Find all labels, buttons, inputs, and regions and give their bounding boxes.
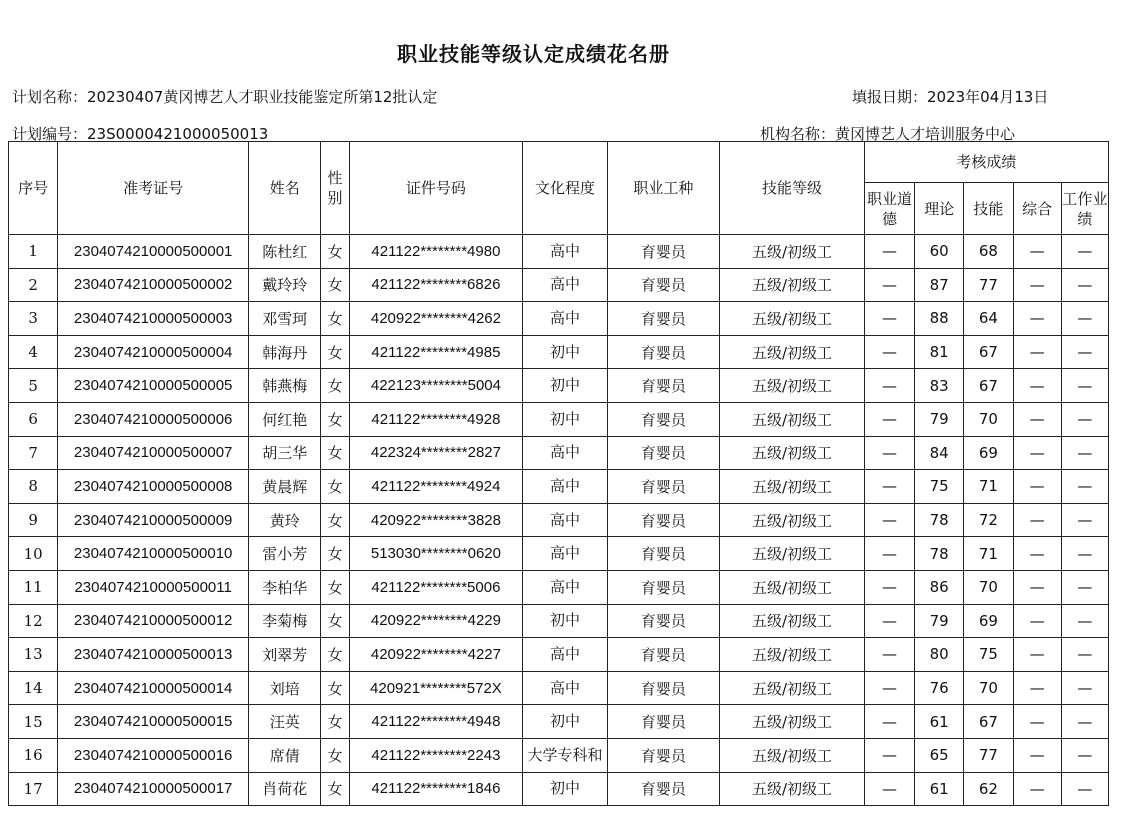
cell-cert-no: 421122********4924 xyxy=(349,470,523,504)
cell-ethics: — xyxy=(864,335,914,369)
cell-gender: 女 xyxy=(321,268,349,302)
cell-skill: 70 xyxy=(964,402,1013,436)
cell-ethics: — xyxy=(864,738,914,772)
cell-ethics: — xyxy=(864,470,914,504)
cell-name: 黄玲 xyxy=(249,503,321,537)
cell-no: 3 xyxy=(9,302,58,336)
cell-theory: 60 xyxy=(915,235,964,269)
cell-education: 初中 xyxy=(523,772,607,806)
cell-exam-id: 2304074210000500007 xyxy=(58,436,249,470)
table-row xyxy=(9,268,1109,302)
cell-gender: 女 xyxy=(321,671,349,705)
cell-ethics: — xyxy=(864,772,914,806)
cell-gender: 女 xyxy=(321,436,349,470)
header-scores: 考核成绩 xyxy=(864,142,1108,183)
cell-skill-level: 五级/初级工 xyxy=(720,235,865,269)
cell-ethics: — xyxy=(864,436,914,470)
cell-cert-no: 420922********4229 xyxy=(349,604,523,638)
page-title: 职业技能等级认定成绩花名册 xyxy=(397,42,670,66)
cell-gender: 女 xyxy=(321,537,349,571)
cell-education: 高中 xyxy=(523,268,607,302)
cell-exam-id: 2304074210000500005 xyxy=(58,369,249,403)
cell-occupation: 育婴员 xyxy=(607,470,720,504)
cell-theory: 78 xyxy=(915,503,964,537)
cell-cert-no: 421122********4928 xyxy=(349,402,523,436)
cell-work: — xyxy=(1061,402,1108,436)
cell-occupation: 育婴员 xyxy=(607,268,720,302)
cell-theory: 65 xyxy=(915,738,964,772)
table-row xyxy=(9,503,1109,537)
cell-ethics: — xyxy=(864,369,914,403)
cell-overall: — xyxy=(1013,235,1061,269)
cell-occupation: 育婴员 xyxy=(607,537,720,571)
cell-no: 7 xyxy=(9,436,58,470)
cell-skill-level: 五级/初级工 xyxy=(720,369,865,403)
cell-work: — xyxy=(1061,302,1108,336)
cell-gender: 女 xyxy=(321,503,349,537)
cell-overall: — xyxy=(1013,470,1061,504)
cell-exam-id: 2304074210000500013 xyxy=(58,638,249,672)
cell-skill-level: 五级/初级工 xyxy=(720,436,865,470)
cell-occupation: 育婴员 xyxy=(607,369,720,403)
cell-name: 何红艳 xyxy=(249,402,321,436)
cell-occupation: 育婴员 xyxy=(607,335,720,369)
cell-theory: 86 xyxy=(915,570,964,604)
cell-cert-no: 422324********2827 xyxy=(349,436,523,470)
cell-cert-no: 513030********0620 xyxy=(349,537,523,571)
cell-cert-no: 421122********2243 xyxy=(349,738,523,772)
cell-skill: 77 xyxy=(964,268,1013,302)
cell-theory: 80 xyxy=(915,638,964,672)
cell-skill: 67 xyxy=(964,705,1013,739)
cell-no: 9 xyxy=(9,503,58,537)
cell-exam-id: 2304074210000500014 xyxy=(58,671,249,705)
cell-skill-level: 五级/初级工 xyxy=(720,302,865,336)
cell-skill-level: 五级/初级工 xyxy=(720,604,865,638)
cell-gender: 女 xyxy=(321,638,349,672)
cell-theory: 83 xyxy=(915,369,964,403)
table-row xyxy=(9,671,1109,705)
cell-skill: 67 xyxy=(964,369,1013,403)
cell-exam-id: 2304074210000500015 xyxy=(58,705,249,739)
cell-overall: — xyxy=(1013,772,1061,806)
cell-name: 李柏华 xyxy=(249,570,321,604)
cell-skill-level: 五级/初级工 xyxy=(720,638,865,672)
cell-gender: 女 xyxy=(321,772,349,806)
cell-no: 13 xyxy=(9,638,58,672)
cell-no: 17 xyxy=(9,772,58,806)
cell-overall: — xyxy=(1013,268,1061,302)
cell-overall: — xyxy=(1013,369,1061,403)
cell-overall: — xyxy=(1013,705,1061,739)
cell-work: — xyxy=(1061,470,1108,504)
cell-no: 14 xyxy=(9,671,58,705)
cell-occupation: 育婴员 xyxy=(607,705,720,739)
cell-overall: — xyxy=(1013,638,1061,672)
cell-education: 初中 xyxy=(523,705,607,739)
cell-work: — xyxy=(1061,335,1108,369)
cell-cert-no: 420921********572X xyxy=(349,671,523,705)
cell-exam-id: 2304074210000500017 xyxy=(58,772,249,806)
cell-name: 胡三华 xyxy=(249,436,321,470)
cell-work: — xyxy=(1061,705,1108,739)
cell-name: 汪英 xyxy=(249,705,321,739)
table-row xyxy=(9,772,1109,806)
cell-skill-level: 五级/初级工 xyxy=(720,570,865,604)
cell-skill-level: 五级/初级工 xyxy=(720,335,865,369)
cell-theory: 61 xyxy=(915,705,964,739)
table-row xyxy=(9,470,1109,504)
table-row xyxy=(9,638,1109,672)
table-row xyxy=(9,402,1109,436)
cell-name: 刘培 xyxy=(249,671,321,705)
cell-overall: — xyxy=(1013,436,1061,470)
cell-education: 高中 xyxy=(523,436,607,470)
cell-occupation: 育婴员 xyxy=(607,436,720,470)
cell-skill: 72 xyxy=(964,503,1013,537)
cell-exam-id: 2304074210000500008 xyxy=(58,470,249,504)
cell-skill: 70 xyxy=(964,671,1013,705)
cell-exam-id: 2304074210000500012 xyxy=(58,604,249,638)
cell-name: 席倩 xyxy=(249,738,321,772)
cell-cert-no: 421122********4985 xyxy=(349,335,523,369)
cell-work: — xyxy=(1061,369,1108,403)
cell-work: — xyxy=(1061,503,1108,537)
cell-name: 韩燕梅 xyxy=(249,369,321,403)
cell-gender: 女 xyxy=(321,402,349,436)
cell-cert-no: 420922********4262 xyxy=(349,302,523,336)
cell-work: — xyxy=(1061,772,1108,806)
cell-skill-level: 五级/初级工 xyxy=(720,537,865,571)
cell-ethics: — xyxy=(864,402,914,436)
cell-no: 4 xyxy=(9,335,58,369)
cell-overall: — xyxy=(1013,302,1061,336)
cell-name: 陈杜红 xyxy=(249,235,321,269)
cell-education: 高中 xyxy=(523,671,607,705)
cell-cert-no: 422123********5004 xyxy=(349,369,523,403)
table-row xyxy=(9,738,1109,772)
cell-name: 雷小芳 xyxy=(249,537,321,571)
cell-work: — xyxy=(1061,537,1108,571)
cell-exam-id: 2304074210000500006 xyxy=(58,402,249,436)
cell-skill: 62 xyxy=(964,772,1013,806)
cell-cert-no: 421122********4980 xyxy=(349,235,523,269)
cell-theory: 76 xyxy=(915,671,964,705)
cell-overall: — xyxy=(1013,738,1061,772)
cell-skill-level: 五级/初级工 xyxy=(720,772,865,806)
cell-occupation: 育婴员 xyxy=(607,604,720,638)
cell-no: 11 xyxy=(9,570,58,604)
score-roster-table xyxy=(8,141,1109,806)
cell-cert-no: 421122********6826 xyxy=(349,268,523,302)
header-exam-id: 准考证号 xyxy=(58,142,249,235)
cell-gender: 女 xyxy=(321,705,349,739)
cell-occupation: 育婴员 xyxy=(607,570,720,604)
cell-work: — xyxy=(1061,436,1108,470)
cell-theory: 84 xyxy=(915,436,964,470)
cell-ethics: — xyxy=(864,268,914,302)
cell-cert-no: 421122********1846 xyxy=(349,772,523,806)
cell-overall: — xyxy=(1013,335,1061,369)
cell-skill: 71 xyxy=(964,470,1013,504)
cell-ethics: — xyxy=(864,638,914,672)
cell-ethics: — xyxy=(864,503,914,537)
cell-overall: — xyxy=(1013,503,1061,537)
cell-exam-id: 2304074210000500002 xyxy=(58,268,249,302)
cell-gender: 女 xyxy=(321,738,349,772)
cell-theory: 75 xyxy=(915,470,964,504)
cell-education: 高中 xyxy=(523,302,607,336)
header-occupation: 职业工种 xyxy=(607,142,720,235)
cell-work: — xyxy=(1061,638,1108,672)
cell-theory: 61 xyxy=(915,772,964,806)
cell-work: — xyxy=(1061,235,1108,269)
cell-name: 戴玲玲 xyxy=(249,268,321,302)
cell-occupation: 育婴员 xyxy=(607,738,720,772)
cell-skill-level: 五级/初级工 xyxy=(720,705,865,739)
header-no: 序号 xyxy=(9,142,58,235)
cell-skill-level: 五级/初级工 xyxy=(720,503,865,537)
cell-skill: 77 xyxy=(964,738,1013,772)
cell-skill-level: 五级/初级工 xyxy=(720,738,865,772)
cell-education: 高中 xyxy=(523,638,607,672)
cell-occupation: 育婴员 xyxy=(607,671,720,705)
table-row xyxy=(9,436,1109,470)
cell-gender: 女 xyxy=(321,470,349,504)
table-row xyxy=(9,235,1109,269)
cell-cert-no: 421122********4948 xyxy=(349,705,523,739)
organization-name: 机构名称：黄冈博艺人才培训服务中心 xyxy=(760,125,1016,143)
cell-name: 邓雪珂 xyxy=(249,302,321,336)
header-education: 文化程度 xyxy=(523,142,607,235)
cell-theory: 79 xyxy=(915,402,964,436)
cell-gender: 女 xyxy=(321,570,349,604)
cell-occupation: 育婴员 xyxy=(607,638,720,672)
cell-gender: 女 xyxy=(321,335,349,369)
cell-ethics: — xyxy=(864,570,914,604)
table-row xyxy=(9,604,1109,638)
header-gender: 性别 xyxy=(321,142,349,235)
cell-overall: — xyxy=(1013,570,1061,604)
cell-no: 12 xyxy=(9,604,58,638)
cell-exam-id: 2304074210000500016 xyxy=(58,738,249,772)
cell-exam-id: 2304074210000500004 xyxy=(58,335,249,369)
cell-exam-id: 2304074210000500010 xyxy=(58,537,249,571)
cell-no: 8 xyxy=(9,470,58,504)
header-work: 工作业绩 xyxy=(1061,183,1108,235)
cell-theory: 79 xyxy=(915,604,964,638)
cell-gender: 女 xyxy=(321,302,349,336)
cell-occupation: 育婴员 xyxy=(607,235,720,269)
header-name: 姓名 xyxy=(249,142,321,235)
cell-overall: — xyxy=(1013,604,1061,638)
cell-education: 高中 xyxy=(523,570,607,604)
cell-education: 高中 xyxy=(523,235,607,269)
cell-education: 大学专科和 xyxy=(523,738,607,772)
cell-ethics: — xyxy=(864,705,914,739)
cell-education: 高中 xyxy=(523,503,607,537)
cell-skill: 67 xyxy=(964,335,1013,369)
cell-skill-level: 五级/初级工 xyxy=(720,402,865,436)
cell-no: 2 xyxy=(9,268,58,302)
header-theory: 理论 xyxy=(915,183,964,235)
cell-exam-id: 2304074210000500003 xyxy=(58,302,249,336)
cell-work: — xyxy=(1061,268,1108,302)
cell-theory: 88 xyxy=(915,302,964,336)
cell-education: 初中 xyxy=(523,369,607,403)
cell-skill: 64 xyxy=(964,302,1013,336)
cell-cert-no: 420922********3828 xyxy=(349,503,523,537)
cell-skill-level: 五级/初级工 xyxy=(720,268,865,302)
fill-date: 填报日期：2023年04月13日 xyxy=(852,88,1049,106)
plan-name: 计划名称：20230407黄冈博艺人才职业技能鉴定所第12批认定 xyxy=(12,88,438,106)
cell-theory: 87 xyxy=(915,268,964,302)
table-row xyxy=(9,335,1109,369)
cell-skill: 69 xyxy=(964,604,1013,638)
cell-theory: 81 xyxy=(915,335,964,369)
cell-no: 10 xyxy=(9,537,58,571)
cell-name: 刘翠芳 xyxy=(249,638,321,672)
cell-name: 韩海丹 xyxy=(249,335,321,369)
cell-gender: 女 xyxy=(321,235,349,269)
header-skill: 技能 xyxy=(964,183,1013,235)
cell-overall: — xyxy=(1013,402,1061,436)
cell-cert-no: 421122********5006 xyxy=(349,570,523,604)
table-row xyxy=(9,705,1109,739)
cell-exam-id: 2304074210000500009 xyxy=(58,503,249,537)
cell-no: 6 xyxy=(9,402,58,436)
cell-no: 16 xyxy=(9,738,58,772)
cell-cert-no: 420922********4227 xyxy=(349,638,523,672)
cell-skill: 71 xyxy=(964,537,1013,571)
cell-work: — xyxy=(1061,604,1108,638)
cell-education: 初中 xyxy=(523,604,607,638)
cell-skill: 69 xyxy=(964,436,1013,470)
cell-work: — xyxy=(1061,570,1108,604)
table-row xyxy=(9,537,1109,571)
table-row xyxy=(9,302,1109,336)
cell-occupation: 育婴员 xyxy=(607,302,720,336)
header-ethics: 职业道德 xyxy=(864,183,914,235)
table-row xyxy=(9,570,1109,604)
cell-skill: 70 xyxy=(964,570,1013,604)
cell-overall: — xyxy=(1013,537,1061,571)
cell-no: 5 xyxy=(9,369,58,403)
cell-ethics: — xyxy=(864,235,914,269)
cell-education: 高中 xyxy=(523,470,607,504)
header-cert-no: 证件号码 xyxy=(349,142,523,235)
cell-no: 1 xyxy=(9,235,58,269)
cell-gender: 女 xyxy=(321,604,349,638)
cell-name: 李菊梅 xyxy=(249,604,321,638)
cell-name: 黄晨辉 xyxy=(249,470,321,504)
cell-ethics: — xyxy=(864,537,914,571)
cell-occupation: 育婴员 xyxy=(607,772,720,806)
cell-theory: 78 xyxy=(915,537,964,571)
cell-occupation: 育婴员 xyxy=(607,402,720,436)
cell-name: 肖荷花 xyxy=(249,772,321,806)
plan-number: 计划编号：23S0000421000050013 xyxy=(12,125,269,143)
cell-work: — xyxy=(1061,671,1108,705)
cell-gender: 女 xyxy=(321,369,349,403)
table-row xyxy=(9,369,1109,403)
cell-education: 初中 xyxy=(523,402,607,436)
cell-skill: 68 xyxy=(964,235,1013,269)
cell-education: 高中 xyxy=(523,537,607,571)
cell-work: — xyxy=(1061,738,1108,772)
cell-education: 初中 xyxy=(523,335,607,369)
cell-skill-level: 五级/初级工 xyxy=(720,671,865,705)
cell-skill-level: 五级/初级工 xyxy=(720,470,865,504)
cell-exam-id: 2304074210000500011 xyxy=(58,570,249,604)
cell-ethics: — xyxy=(864,604,914,638)
header-overall: 综合 xyxy=(1013,183,1061,235)
cell-ethics: — xyxy=(864,302,914,336)
header-skill-level: 技能等级 xyxy=(720,142,865,235)
cell-occupation: 育婴员 xyxy=(607,503,720,537)
cell-overall: — xyxy=(1013,671,1061,705)
cell-no: 15 xyxy=(9,705,58,739)
cell-ethics: — xyxy=(864,671,914,705)
cell-exam-id: 2304074210000500001 xyxy=(58,235,249,269)
cell-skill: 75 xyxy=(964,638,1013,672)
